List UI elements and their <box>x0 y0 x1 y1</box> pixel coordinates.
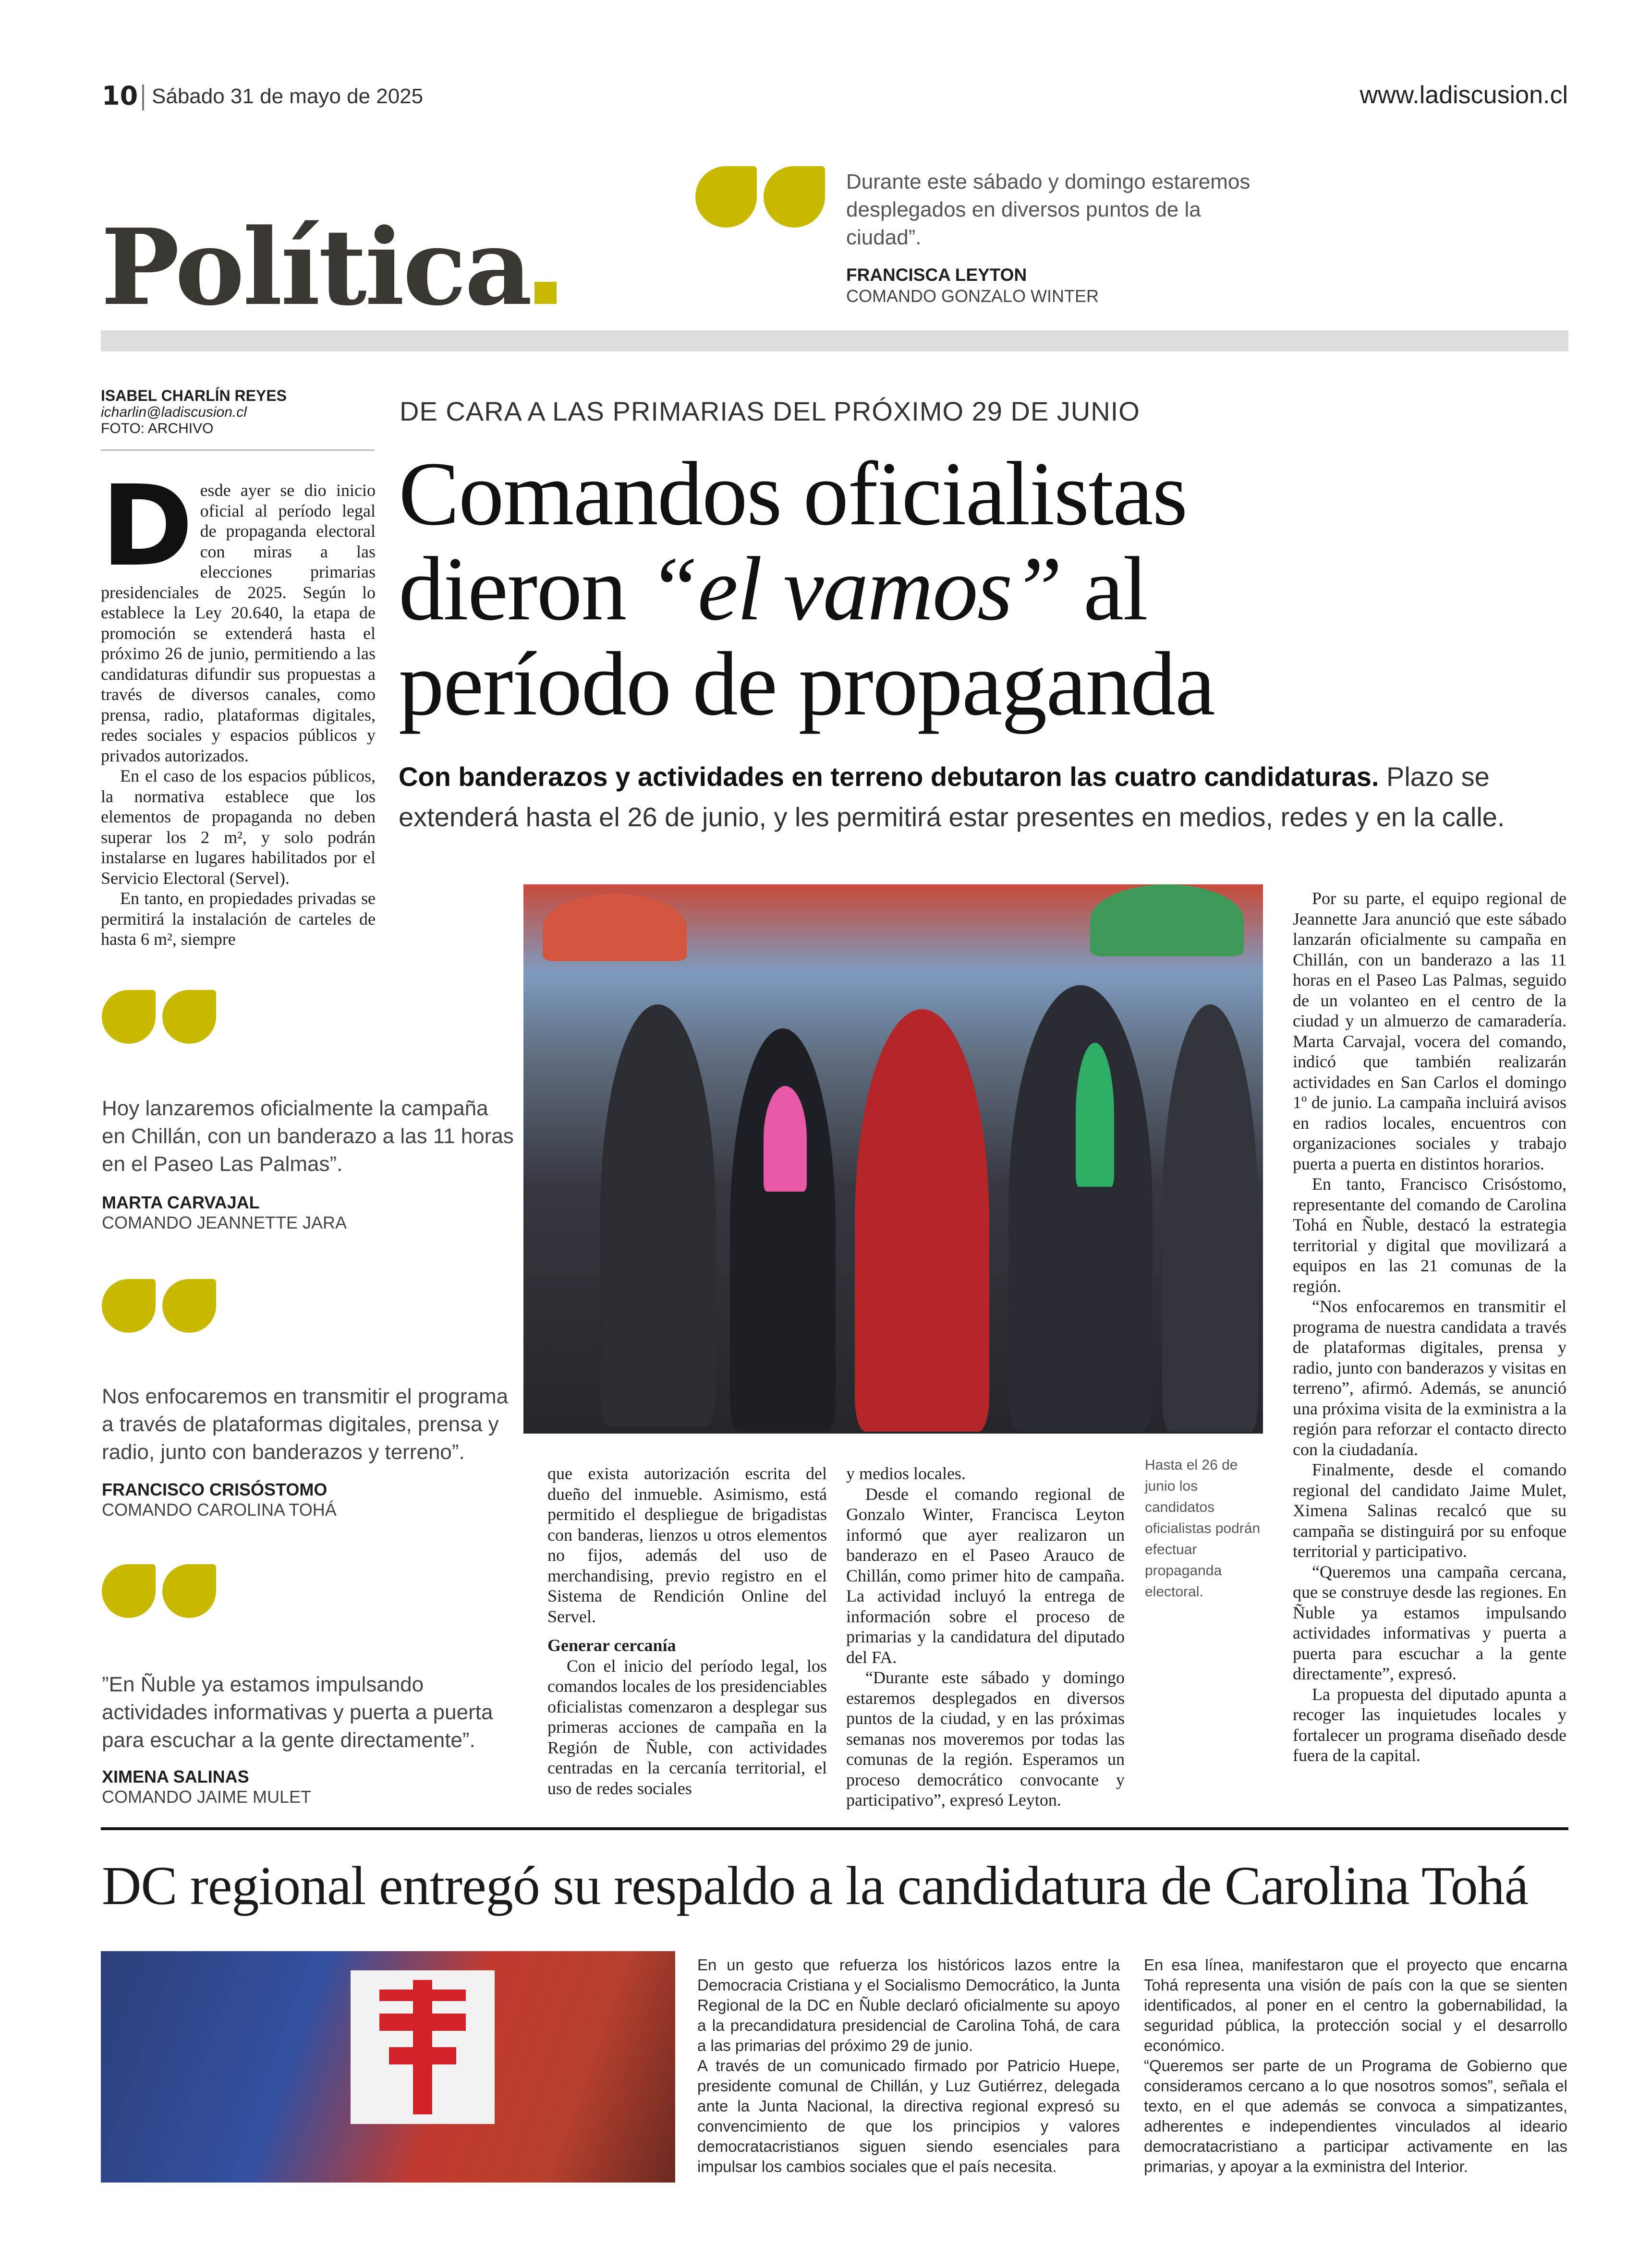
paragraph: “Queremos una campaña cercana, que se construye desde las regiones. En Ñuble ya estamos impulsando actividades informativas y puerta a puerta para escuchar a la gente directamente”, expresó. <box>1293 1562 1566 1683</box>
photo-person-red-jacket <box>855 1009 989 1432</box>
header-separator <box>142 84 144 110</box>
headline-line-1: Comandos oficialistas <box>399 444 1187 544</box>
paragraph: “Nos enfocaremos en transmitir el programa de nuestra candidata a través de plataformas digitales, prensa y radio, junto con banderazos y visitas en terreno”, afirmó. Además, se anunció una próxima visita de la exministra a la región para reforzar el contacto directo con la ciudadanía. <box>1293 1297 1566 1459</box>
story2-headline: DC regional entregó su respaldo a la candidatura de Carolina Tohá <box>102 1855 1529 1916</box>
headline-line-2-italic: “el vamos” <box>647 539 1062 639</box>
paragraph: La propuesta del diputado apunta a recoger las inquietudes locales y fortalecer un programa diseñado desde fuera de la capital. <box>1293 1684 1566 1765</box>
section-dot <box>534 282 557 304</box>
photo-credit: FOTO: ARCHIVO <box>101 421 214 436</box>
quote-mark-icon <box>695 166 825 228</box>
story2-photo <box>101 1951 675 2183</box>
paragraph: Finalmente, desde el comando regional del candidato Jaime Mulet, Ximena Salinas recalcó que su campaña se distinguirá por su enfoque territorial y participativo. <box>1293 1460 1566 1561</box>
drop-cap: D <box>101 461 194 591</box>
deck-bold: Con banderazos y actividades en terreno debutaron las cuatro candidaturas. <box>399 761 1379 792</box>
dc-cross-icon <box>351 1970 495 2124</box>
paragraph: Desde el comando regional de Gonzalo Winter, Francisca Leyton informó que ayer realizaron un banderazo en el Paseo Arauco de Chillán, como primer hito de campaña. La actividad incluyó la entrega de información sobre el proceso de primarias y la candidatura del diputado del FA. <box>846 1484 1125 1667</box>
paragraph: En esa línea, manifestaron que el proyecto que encarna Tohá representa una visión de país con la que se sienten identificados, al poner en el centro la gobernabilidad, la seguridad pública, la protección social y el desarrollo económico. <box>1144 1956 1567 2054</box>
paragraph: y medios locales. <box>846 1464 966 1483</box>
photo-person <box>1162 1004 1258 1432</box>
side-quote-name: MARTA CARVAJAL <box>102 1193 260 1212</box>
headline-line-2-start: dieron <box>399 539 648 639</box>
headline-line-2 <box>399 539 1551 639</box>
quote-mark-icon <box>102 1279 216 1333</box>
paragraph: En el caso de los espacios públicos, la normativa establece que los elementos de propaganda no deben superar los 2 m², y solo podrán instalarse en lugares habilitados por el Servicio Electoral (Servel). <box>101 766 376 888</box>
photo-person <box>600 1004 716 1427</box>
side-quote-text: Nos enfocaremos en transmitir el programa a través de plataformas digitales, prensa y radio, junto con banderazos y terreno”. <box>102 1385 509 1464</box>
quote-mark-icon <box>102 1564 216 1618</box>
byline-author: ISABEL CHARLÍN REYES <box>101 387 287 404</box>
paragraph: que exista autorización escrita del dueño del inmueble. Asimismo, está permitido el despliegue de brigadistas con banderas, lienzos u otros elementos no fijos, además del uso de merchandising, previo registro en el Sistema de Rendición Online del Servel. <box>547 1464 827 1626</box>
byline-rule <box>101 449 375 451</box>
paragraph: Por su parte, el equipo regional de Jeannette Jara anunció que este sábado lanzarán oficialmente su campaña en Chillán, con un banderazo a las 11 horas en el Paseo Las Palmas, seguido de un volanteo en el centro de la ciudad y un almuerzo de camaradería. Marta Carvajal, vocera del comando, indicó que también realizarán actividades en San Carlos el domingo 1º de junio. La campaña incluirá avisos en radios locales, encuentros con organizaciones sociales y trabajo puerta a puerta en distintos horarios. <box>1293 889 1566 1173</box>
section-title-text: Política <box>101 206 531 329</box>
paragraph: “Queremos ser parte de un Programa de Gobierno que consideramos cercano a lo que nosotros somos”, señala el texto, en el que además se convoca a simpatizantes, adherentes e independientes vinculados al ideario democratacristiano a participar activamente en las primarias, y apoyar a la exministra del Interior. <box>1144 2057 1567 2175</box>
paragraph: En un gesto que refuerza los históricos lazos entre la Democracia Cristiana y el Socialismo Democrático, la Junta Regional de la DC en Ñuble declaró oficialmente su apoyo a la precandidatura presidencial de Carolina Tohá, de cara a las primarias del próximo 29 de junio. <box>697 1956 1120 2054</box>
article-column-4 <box>1293 888 1566 1766</box>
article-headline <box>399 444 1551 735</box>
dc-flag-emblem <box>351 1970 495 2124</box>
byline-email[interactable]: icharlin@ladiscusion.cl <box>101 404 247 420</box>
photo-person <box>1008 985 1153 1432</box>
article-column-1 <box>101 461 376 950</box>
photo-green-scarf <box>1076 1043 1114 1187</box>
headline-line-2-end: al <box>1061 539 1147 639</box>
article-column-2 <box>547 1463 827 1798</box>
paragraph: En tanto, en propiedades privadas se permitirá la instalación de carteles de hasta 6 m², siempre <box>101 889 376 949</box>
side-quote-role: COMANDO CAROLINA TOHÁ <box>102 1500 337 1520</box>
top-quote-text: Durante este sábado y domingo estaremos desplegados en diversos puntos de la ciudad”. <box>846 170 1250 249</box>
side-quote-text: Hoy lanzaremos oficialmente la campaña en Chillán, con un banderazo a las 11 horas en el Paseo Las Palmas”. <box>102 1097 514 1176</box>
article-kicker: DE CARA A LAS PRIMARIAS DEL PRÓXIMO 29 DE JUNIO <box>400 396 1140 426</box>
bottom-story-rule <box>101 1827 1568 1830</box>
side-quote-role: COMANDO JAIME MULET <box>102 1787 312 1807</box>
paragraph: Con el inicio del período legal, los comandos locales de los presidenciables oficialistas comenzaron a desplegar sus primeras acciones de campaña en la Región de Ñuble, con actividades centradas en la cercanía territorial, el uso de redes sociales <box>547 1656 827 1798</box>
website-url[interactable]: www.ladiscusion.cl <box>1360 81 1568 109</box>
side-quote-name: XIMENA SALINAS <box>102 1767 249 1786</box>
story2-column-2 <box>1144 1955 1567 2177</box>
paragraph: esde ayer se dio inicio oficial al período legal de propaganda electoral con miras a las elecciones primarias presidenciales de 2025. Según lo establece la Ley 20.640, la etapa de promoción se extenderá hasta el próximo 26 de junio, permitiendo a las candidaturas difundir sus propuestas a través de diversos canales, como prensa, radio, plataformas digitales, redes sociales y espacios públicos y privados autorizados. <box>101 481 376 765</box>
side-quote-text: ”En Ñuble ya estamos impulsando actividades informativas y puerta a puerta para escuchar a la gente directamente”. <box>102 1673 493 1752</box>
headline-line-3: período de propaganda <box>399 634 1214 735</box>
paragraph: En tanto, Francisco Crisóstomo, representante del comando de Carolina Tohá en Ñuble, destacó la estrategia territorial y digital que movilizará a equipos en las 21 comunas de la región. <box>1293 1174 1566 1296</box>
side-quote-name: FRANCISCO CRISÓSTOMO <box>102 1480 328 1499</box>
photo-flag-red <box>543 894 687 961</box>
section-title <box>101 206 557 329</box>
photo-caption: Hasta el 26 de junio los candidatos oficialistas podrán efectuar propaganda electoral. <box>1145 1457 1261 1600</box>
header-date: Sábado 31 de mayo de 2025 <box>152 84 424 108</box>
paragraph: A través de un comunicado firmado por Patricio Huepe, presidente comunal de Chillán, y Luz Gutiérrez, delegada ante la Junta Nacional, la directiva regional expresó su convencimiento de que los principios y valores democratacristianos siguen siendo esenciales para impulsar los cambios sociales que el país necesita. <box>697 2057 1120 2175</box>
main-photo <box>523 884 1263 1434</box>
photo-pink-top <box>764 1086 807 1192</box>
top-quote-name: FRANCISCA LEYTON <box>846 265 1027 285</box>
subheading: Generar cercanía <box>547 1636 676 1655</box>
deck-rest: Plazo se extenderá hasta el 26 de junio, y les permitirá estar presentes en medios, redes y en la calle. <box>399 761 1505 832</box>
top-quote-role: COMANDO GONZALO WINTER <box>846 286 1099 306</box>
page-number: 10 <box>102 81 138 111</box>
header-rule <box>101 330 1568 351</box>
story2-column-1 <box>697 1955 1120 2177</box>
article-column-3 <box>846 1463 1125 1810</box>
paragraph: “Durante este sábado y domingo estaremos desplegados en diversos puntos de la ciudad, y en las próximas semanas nos moveremos por todas las comunas de la región. Esperamos un proceso democrático convocante y participativo”, expresó Leyton. <box>846 1668 1125 1810</box>
side-quote-role: COMANDO JEANNETTE JARA <box>102 1213 347 1232</box>
quote-mark-icon <box>102 990 216 1044</box>
article-deck <box>399 757 1575 837</box>
photo-flag-green <box>1090 884 1244 956</box>
